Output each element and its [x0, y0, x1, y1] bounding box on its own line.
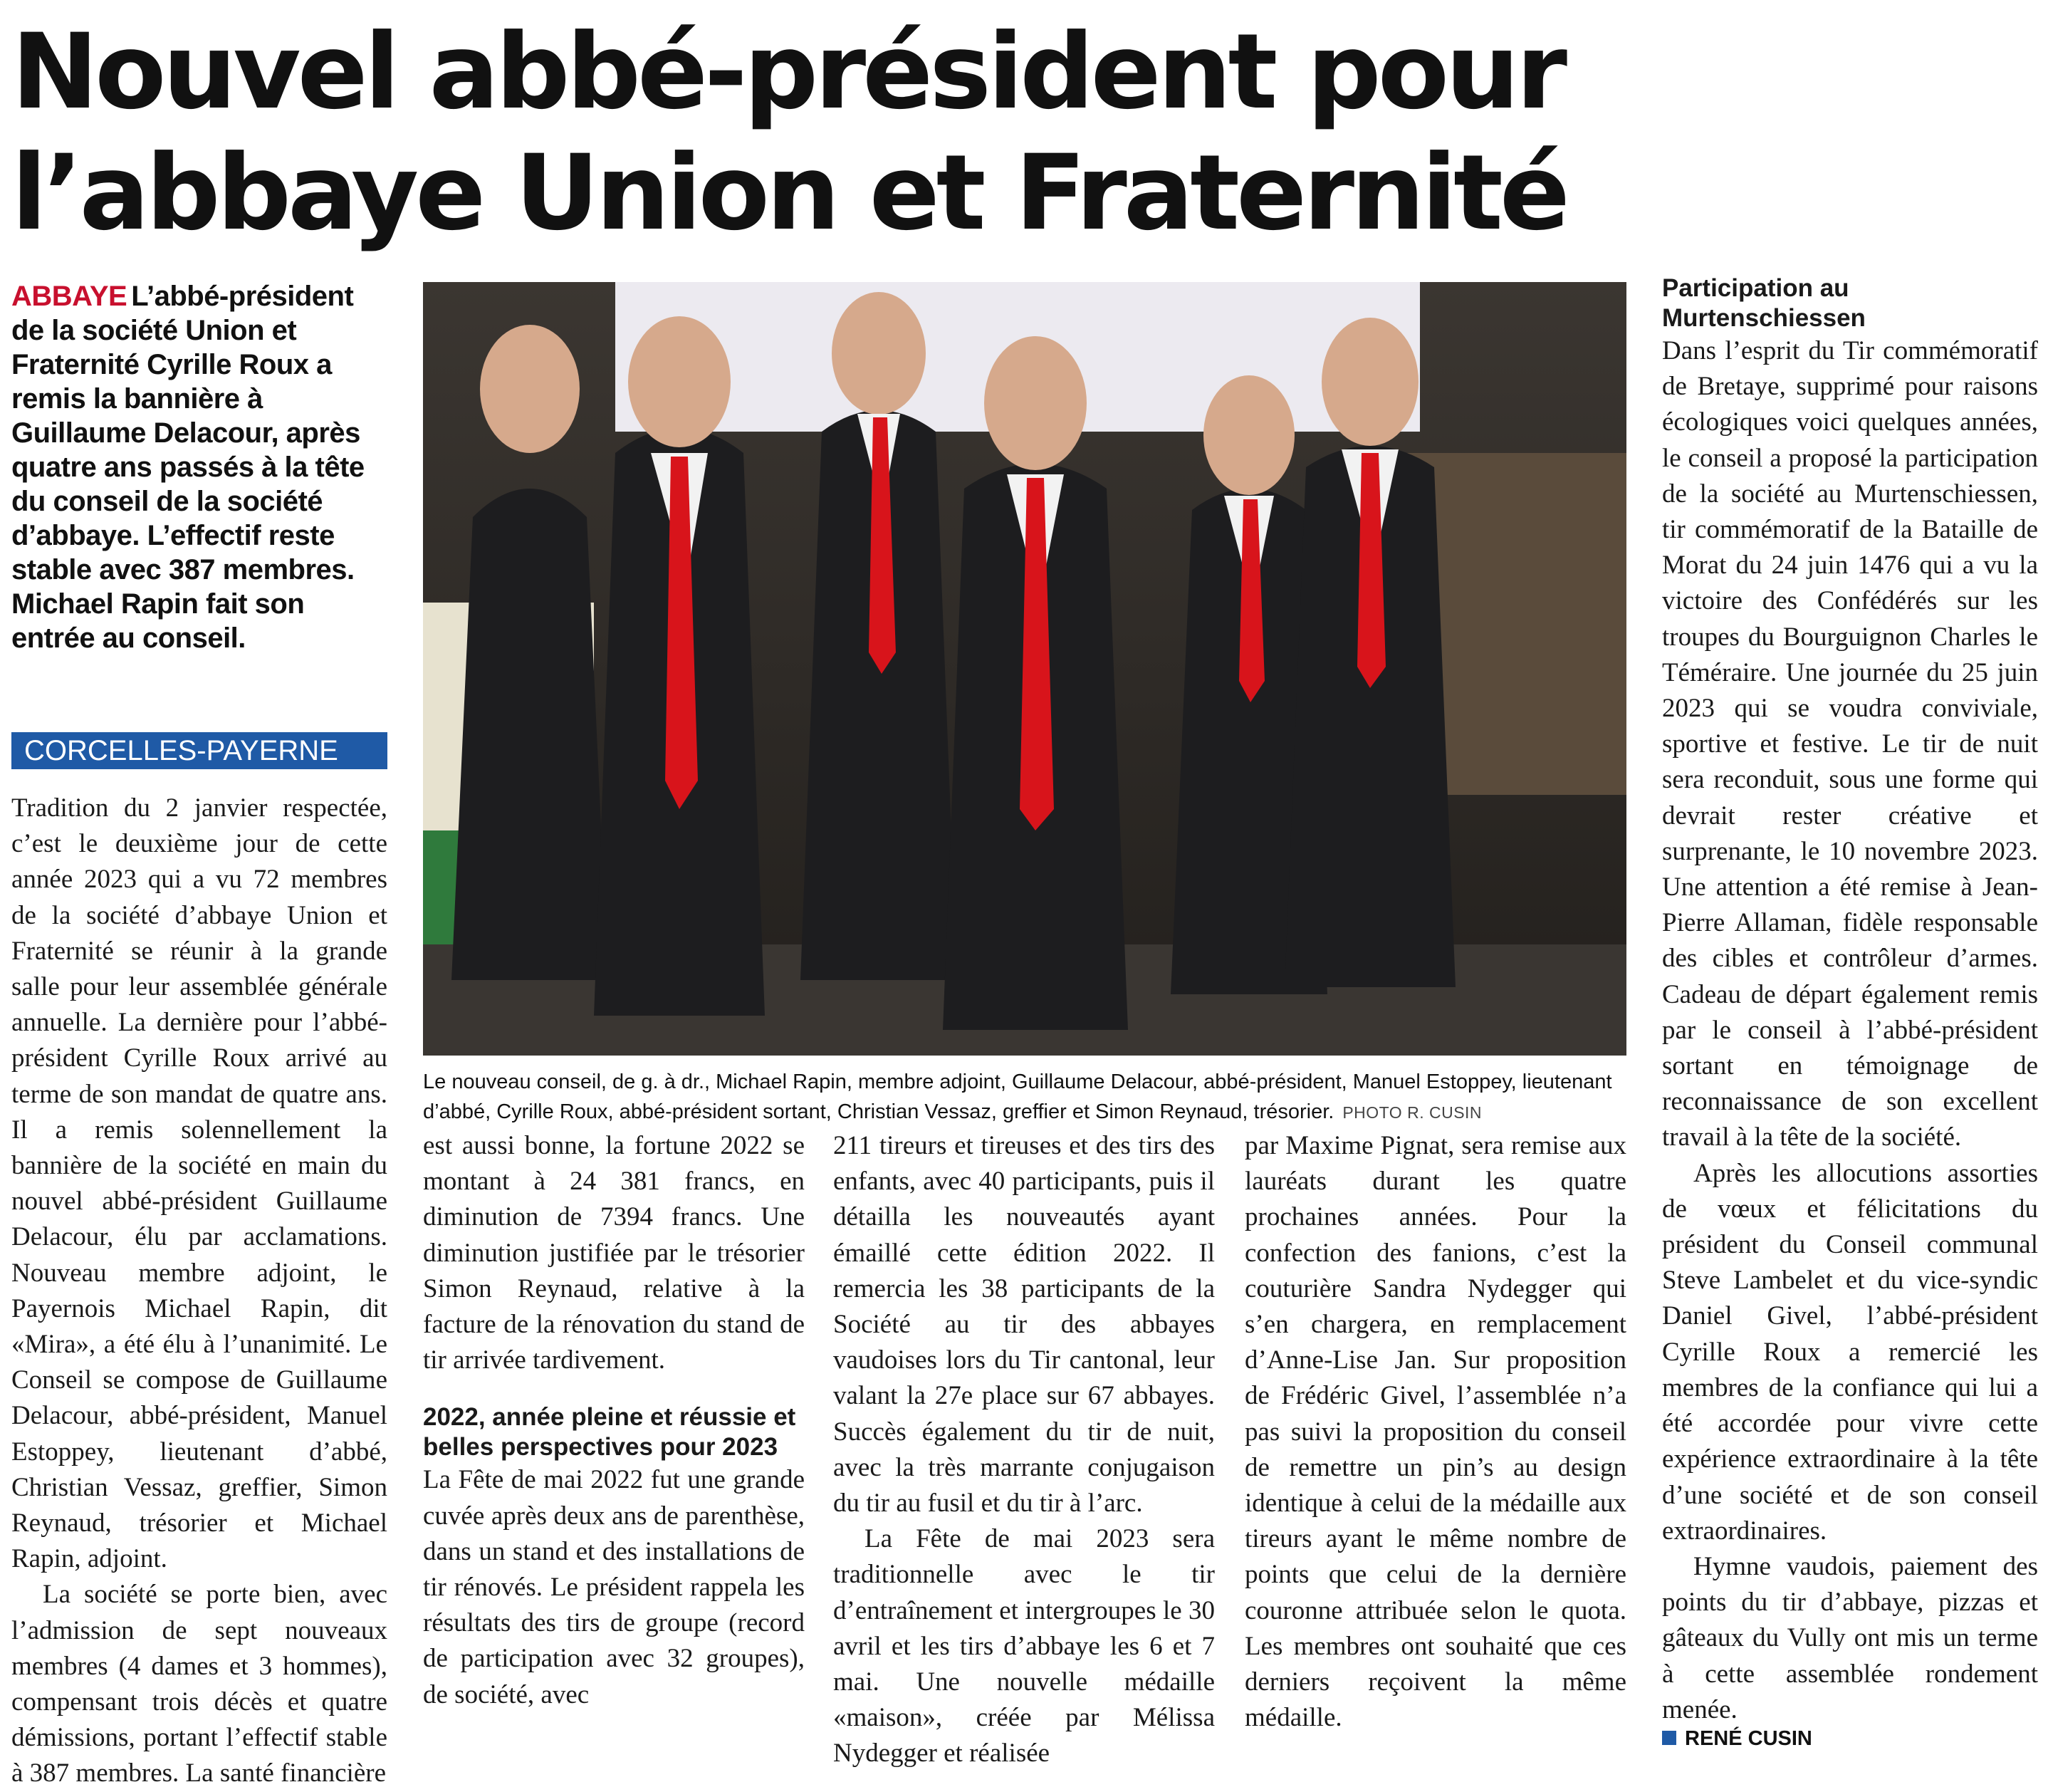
group-photo-illustration: [423, 282, 1626, 1056]
body-column-5: [1662, 274, 2038, 1724]
body-paragraph: La Fête de mai 2023 sera traditionnelle avec le tir d’entraînement et intergroupes le 30 avril et les tirs d’abbaye les 6 et 7 mai. Une nouvelle médaille «maison», créée par Mélissa Nydegger et réalisée: [833, 1524, 1215, 1768]
body-paragraph: Hymne vaudois, paiement des points du tir d’abbaye, pizzas et gâteaux du Vully ont mis un terme à cette assemblée rondement menée.: [1662, 1551, 2038, 1724]
body-paragraph: Dans l’esprit du Tir commémoratif de Bretaye, supprimé pour raisons écologiques voici quelques années, le conseil a proposé la participation de la société au Murtenschiessen, tir commémoratif de la Bataille de Morat du 24 juin 1476 qui a vu la victoire des Confédérés sur les troupes du Bourguignon Charles le Téméraire. Une journée du 25 juin 2023 qui se voudra conviviale, sportive et festive. Le tir de nuit sera reconduit, sous une forme qui devrait rester créative et surprenante, le 10 novembre 2023. Une attention a été remise à Jean-Pierre Allaman, fidèle responsable des cibles et contrôleur d’armes. Cadeau de départ également remis par le conseil à l’abbé-président sortant en témoignage de reconnaissance de son excellent travail à la tête de la société.: [1662, 336, 2038, 1152]
location-bar: CORCELLES-PAYERNE: [11, 732, 387, 769]
body-column-1: [11, 791, 387, 1788]
body-paragraph: La société se porte bien, avec l’admission de sept nouveaux membres (4 dames et 3 hommes), compensant trois décès et quatre démissions, portant l’effectif stable à 387 membres. La santé financière: [11, 1580, 387, 1788]
body-paragraph: Après les allocutions assorties de vœux et félicitations du président du Conseil communal Steve Lambelet et du vice-syndic Daniel Givel, l’abbé-président Cyrille Roux a remercié les membres de la confiance qui lui a été accordée pour vivre cette expérience extraordinaire à la tête d’une société et de son conseil extraordinaires.: [1662, 1158, 2038, 1546]
body-paragraph: est aussi bonne, la fortune 2022 se montant à 24 381 francs, en diminution de 7394 francs. Une diminution justifiée par le trésorier Simon Reynaud, relative à la facture de la rénovation du stand de tir arrivée tardivement.: [423, 1131, 805, 1375]
body-column-4: [1245, 1128, 1626, 1755]
body-column-2: [423, 1128, 805, 1755]
byline-square-icon: [1662, 1731, 1676, 1745]
body-paragraph: La Fête de mai 2022 fut une grande cuvée après deux ans de parenthèse, dans un stand et des installations de tir rénovés. Le président rappela les résultats des tirs de groupe (record de participation avec 32 groupes), de société, avec: [423, 1465, 805, 1709]
subhead-2022: 2022, année pleine et réussie et belles perspectives pour 2023: [423, 1403, 796, 1462]
byline-author: RENÉ CUSIN: [1685, 1727, 1812, 1750]
body-paragraph: par Maxime Pignat, sera remise aux lauréats durant les quatre prochaines années. Pour la confection des fanions, c’est la couturière Sandra Nydegger qui s’en chargera, en remplacement d’Anne-Lise Jan. Sur proposition de Frédéric Givel, l’assemblée n’a pas suivi la proposition du conseil de remettre un pin’s au design identique à celui de la médaille aux tireurs ayant le même nombre de points que celui de la dernière couronne attribuée selon le quota. Les membres ont souhaité que ces derniers reçoivent la même médaille.: [1245, 1131, 1626, 1733]
headline: Nouvel abbé-président pour l’abbaye Union et Fraternité: [11, 11, 1567, 254]
body-column-3: [833, 1128, 1215, 1768]
photo-credit: PHOTO R. CUSIN: [1342, 1103, 1483, 1122]
caption-text: Le nouveau conseil, de g. à dr., Michael Rapin, membre adjoint, Guillaume Delacour, abbé-président, Manuel Estoppey, lieutenant d’abbé, Cyrille Roux, abbé-président sortant, Christian Vessaz, greffier et Simon Reynaud, trésorier.: [423, 1070, 1612, 1123]
photo-caption: [423, 1067, 1626, 1127]
body-paragraph: 211 tireurs et tireuses et des tirs des enfants, avec 40 participants, puis il détailla les nouveautés ayant émaillé cette édition 2022. Il remercia les 38 participants de la Société au tir des abbayes vaudoises lors du Tir cantonal, leur valant la 27e place sur 67 abbayes. Succès également du tir de nuit, avec la très marrante conjugaison du tir au fusil et du tir à l’arc.: [833, 1131, 1215, 1518]
lead-text: L’abbé-président de la société Union et Fraternité Cyrille Roux a remis la bannière à Guillaume Delacour, après quatre ans passés à la tête du conseil de la société d’abbaye. L’effectif reste stable avec 387 membres. Michael Rapin fait son entrée au conseil.: [11, 281, 365, 654]
subhead-murtenschiessen: Participation au Murtenschiessen: [1662, 274, 1866, 332]
article-photo: [423, 282, 1626, 1056]
body-paragraph: Tradition du 2 janvier respectée, c’est le deuxième jour de cette année 2023 qui a vu 72 membres de la société d’abbaye Union et Fraternité se réunir à la grande salle pour leur assemblée générale annuelle. La dernière pour l’abbé-président Cyrille Roux arrivé au terme de son mandat de quatre ans. Il a remis solennellement la bannière de la société en main du nouvel abbé-président Guillaume Delacour, élu par acclamations. Nouveau membre adjoint, le Payernois Michael Rapin, dit «Mira», a été élu à l’unanimité. Le Conseil se compose de Guillaume Delacour, abbé-président, Manuel Estoppey, lieutenant d’abbé, Christian Vessaz, greffier, Simon Reynaud, trésorier et Michael Rapin, adjoint.: [11, 793, 387, 1574]
byline: [1662, 1726, 1812, 1751]
lead-paragraph: [11, 279, 387, 655]
kicker: ABBAYE: [11, 281, 127, 312]
